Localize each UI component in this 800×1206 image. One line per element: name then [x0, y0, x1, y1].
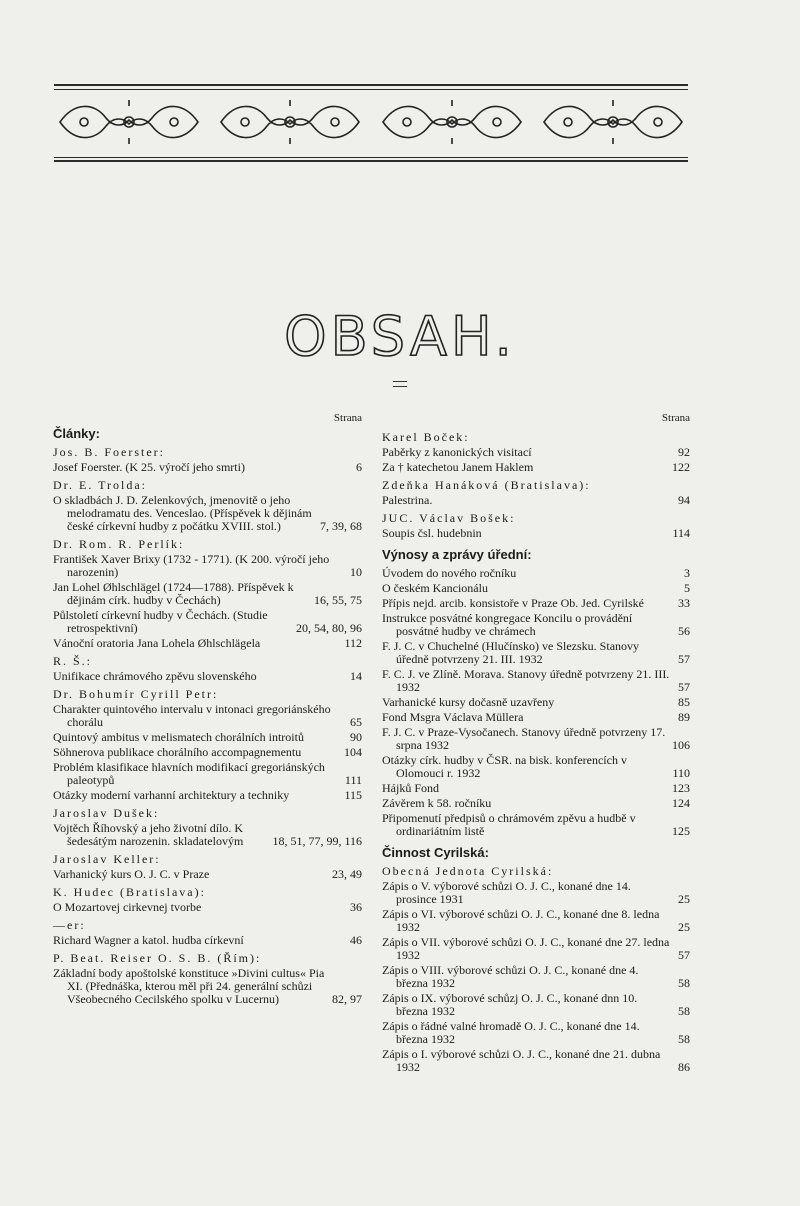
entry-pages: 123 — [672, 781, 690, 795]
toc-entry — [382, 696, 690, 709]
author-name: Dr. Bohumír Cyrill Petr: — [53, 687, 219, 701]
entry-title: Varhanický kurs O. J. C. v Praze — [53, 867, 210, 881]
toc-entry — [382, 880, 690, 906]
entry-title: Unifikace chrámového zpěvu slovenského — [53, 669, 257, 683]
entry-pages: 23, 49 — [332, 867, 362, 881]
entry-title: Zápis o IX. výborové schůzj O. J. C., konané dnn 10. března 1932 — [382, 991, 638, 1018]
entry-title: O českém Kancionálu — [382, 581, 488, 595]
toc-entry — [53, 731, 362, 744]
toc-entry — [382, 461, 690, 474]
entry-title: Instrukce posvátné kongregace Koncilu o provádění posvátné hudby ve chrámech — [382, 611, 633, 638]
toc-entry — [382, 797, 690, 810]
entry-pages: 57 — [678, 680, 690, 694]
toc-entry — [382, 597, 690, 610]
author-name: K. Hudec (Bratislava): — [53, 885, 206, 899]
entry-title: Quintový ambitus v melismatech chorálních introitů — [53, 730, 304, 744]
toc-entry — [382, 494, 690, 507]
entry-title: Zápis o VI. výborové schůzi O. J. C., konané dne 8. ledna 1932 — [382, 907, 660, 934]
entry-pages: 125 — [672, 824, 690, 838]
entry-title: Varhanické kursy dočasně uzavřeny — [382, 695, 555, 709]
entry-title: Fond Msgra Václava Müllera — [382, 710, 524, 724]
toc-entry — [382, 726, 690, 752]
toc-entry — [382, 754, 690, 780]
author-name: Jaroslav Keller: — [53, 852, 161, 866]
entry-pages: 58 — [678, 976, 690, 990]
toc-entry — [53, 901, 362, 914]
author-name: Dr. Rom. R. Perlík: — [53, 537, 185, 551]
entry-pages: 106 — [672, 738, 690, 752]
toc-entry — [382, 782, 690, 795]
entry-pages: 3 — [684, 566, 690, 580]
entry-title: Zápis o VII. výborové schůzi O. J. C., konané dne 27. ledna 1932 — [382, 935, 670, 962]
entry-title: F. C. J. ve Zlíně. Morava. Stanovy úředně potvrzeny 21. III. 1932 — [382, 667, 670, 694]
toc-entry — [53, 494, 362, 533]
toc-entry — [382, 1020, 690, 1046]
left-column — [53, 412, 362, 1008]
entry-pages: 57 — [678, 948, 690, 962]
entry-pages: 90 — [350, 730, 362, 744]
entry-title: Soupis čsl. hudebnin — [382, 526, 482, 540]
author-name: JUC. Václav Bošek: — [382, 511, 516, 525]
top-rule-thin — [54, 89, 688, 90]
entry-title: Úvodem do nového ročníku — [382, 566, 517, 580]
toc-entry — [53, 553, 362, 579]
entry-title: Zápis o VIII. výborové schůzi O. J. C., konané dne 4. března 1932 — [382, 963, 639, 990]
strana-label: Strana — [333, 412, 362, 424]
toc-entry — [382, 612, 690, 638]
entry-pages: 65 — [350, 715, 362, 729]
top-rule — [54, 84, 688, 86]
entry-title: Otázky círk. hudby v ČSR. na bisk. konferencích v Olomouci r. 1932 — [382, 753, 627, 780]
entry-pages: 110 — [672, 766, 690, 780]
bottom-rule-thick — [54, 160, 688, 162]
entry-pages: 56 — [678, 624, 690, 638]
author-name: Zdeňka Hanáková (Bratislava): — [382, 478, 591, 492]
entry-pages: 122 — [672, 460, 690, 474]
toc-entry — [53, 868, 362, 881]
toc-entry — [382, 668, 690, 694]
author-name: —er: — [53, 918, 86, 932]
entry-pages: 36 — [350, 900, 362, 914]
title-dash — [393, 381, 407, 387]
entry-title: Přípis nejd. arcib. konsistoře v Praze Ob. Jed. Cyrilské — [382, 596, 644, 610]
entry-pages: 14 — [350, 669, 362, 683]
subsection-heading: Obecná Jednota Cyrilská: — [382, 864, 554, 878]
author-name: Karel Boček: — [382, 430, 470, 444]
entry-title: František Xaver Brixy (1732 - 1771). (K 200. výročí jeho narozenin) — [53, 552, 330, 579]
entry-title: F. J. C. v Praze-Vysočanech. Stanovy úředně potvrzeny 17. srpna 1932 — [382, 725, 666, 752]
entry-title: Vojtěch Říhovský a jeho životní dílo. K šedesátým narozenin. skladatelovým — [53, 821, 244, 848]
entry-title: Problém klasifikace hlavních modifikací gregoriánských paleotypů — [53, 760, 325, 787]
entry-title: Zápis o V. výborové schůzi O. J. C., konané dne 14. prosince 1931 — [382, 879, 631, 906]
page-title: OBSAH. — [284, 305, 516, 368]
toc-entry — [382, 446, 690, 459]
entry-pages: 6 — [356, 460, 362, 474]
entry-pages: 5 — [684, 581, 690, 595]
floral-ornament — [54, 96, 204, 148]
toc-entry — [53, 761, 362, 787]
bottom-rule — [54, 157, 688, 158]
entry-pages: 20, 54, 80, 96 — [296, 621, 362, 635]
right-column — [382, 412, 690, 1076]
entry-pages: 10 — [350, 565, 362, 579]
entry-pages: 58 — [678, 1032, 690, 1046]
toc-entry — [53, 822, 362, 848]
entry-pages: 92 — [678, 445, 690, 459]
toc-entry — [382, 908, 690, 934]
floral-ornament — [377, 96, 527, 148]
strana-label: Strana — [661, 412, 690, 424]
entry-title: F. J. C. v Chuchelné (Hlučínsko) ve Slezsku. Stanovy úředně potvrzeny 21. III. 1932 — [382, 639, 640, 666]
entry-pages: 89 — [678, 710, 690, 724]
entry-title: Hájků Fond — [382, 781, 439, 795]
author-name: P. Beat. Reiser O. S. B. (Řím): — [53, 951, 262, 965]
entry-title: Josef Foerster. (K 25. výročí jeho smrti) — [53, 460, 245, 474]
entry-pages: 25 — [678, 892, 690, 906]
toc-entry — [53, 670, 362, 683]
entry-pages: 112 — [344, 636, 362, 650]
section-heading: Články: — [53, 426, 100, 441]
entry-pages: 16, 55, 75 — [314, 593, 362, 607]
toc-entry — [382, 582, 690, 595]
toc-entry — [53, 609, 362, 635]
toc-entry — [382, 964, 690, 990]
toc-entry — [53, 703, 362, 729]
entry-pages: 115 — [344, 788, 362, 802]
entry-pages: 33 — [678, 596, 690, 610]
entry-title: Richard Wagner a katol. hudba církevní — [53, 933, 244, 947]
entry-title: Palestrina. — [382, 493, 433, 507]
ornament-band — [54, 96, 688, 148]
entry-pages: 86 — [678, 1060, 690, 1074]
toc-entry — [53, 637, 362, 650]
entry-pages: 7, 39, 68 — [320, 519, 362, 533]
entry-pages: 25 — [678, 920, 690, 934]
entry-pages: 111 — [344, 773, 362, 787]
floral-ornament — [538, 96, 688, 148]
entry-title: Základní body apoštolské konstituce »Divini cultus« Pia XI. (Přednáška, kterou měl při 24. generální schůzi Všeobecného Cecilského spolku v Lucernu) — [53, 966, 325, 1006]
entry-title: Vánoční oratoria Jana Lohela Øhlschlägela — [53, 636, 261, 650]
entry-title: Paběrky z kanonických visitací — [382, 445, 532, 459]
toc-entry — [53, 581, 362, 607]
entry-pages: 114 — [672, 526, 690, 540]
entry-pages: 58 — [678, 1004, 690, 1018]
author-name: Jaroslav Dušek: — [53, 806, 160, 820]
entry-title: O skladbách J. D. Zelenkových, jmenovitě o jeho melodramatu des. Venceslao. (Příspěvek k dějinám české církevní hudby z počátku XVIII. stol.) — [53, 493, 312, 533]
entry-title: Otázky moderní varhanní architektury a techniky — [53, 788, 290, 802]
toc-entry — [382, 640, 690, 666]
toc-entry — [382, 936, 690, 962]
toc-entry — [53, 461, 362, 474]
entry-pages: 94 — [678, 493, 690, 507]
entry-pages: 46 — [350, 933, 362, 947]
entry-title: Zápis o řádné valné hromadě O. J. C., konané dne 14. března 1932 — [382, 1019, 640, 1046]
entry-title: Připomenutí předpisů o chrámovém zpěvu a hudbě v ordinariátním listě — [382, 811, 636, 838]
toc-entry — [382, 527, 690, 540]
entry-title: Jan Lohel Øhlschlägel (1724—1788). Příspěvek k dějinám círk. hudby v Čechách) — [53, 580, 294, 607]
toc-entry — [382, 1048, 690, 1074]
entry-pages: 82, 97 — [332, 992, 362, 1006]
toc-entry — [53, 789, 362, 802]
entry-pages: 18, 51, 77, 99, 116 — [272, 834, 362, 848]
entry-pages: 85 — [678, 695, 690, 709]
toc-entry — [382, 711, 690, 724]
floral-ornament — [215, 96, 365, 148]
section-heading: Činnost Cyrilská: — [382, 845, 489, 860]
author-name: Dr. E. Trolda: — [53, 478, 148, 492]
entry-title: Závěrem k 58. ročníku — [382, 796, 492, 810]
entry-title: Za † katechetou Janem Haklem — [382, 460, 534, 474]
entry-title: Charakter quintového intervalu v intonaci gregoriánského chorálu — [53, 702, 331, 729]
author-name: Jos. B. Foerster: — [53, 445, 165, 459]
toc-entry — [382, 812, 690, 838]
section-heading: Výnosy a zprávy úřední: — [382, 547, 532, 562]
toc-entry — [53, 746, 362, 759]
entry-pages: 57 — [678, 652, 690, 666]
toc-entry — [53, 934, 362, 947]
toc-entry — [382, 992, 690, 1018]
entry-title: Zápis o I. výborové schůzi O. J. C., konané dne 21. dubna 1932 — [382, 1047, 661, 1074]
entry-pages: 124 — [672, 796, 690, 810]
entry-title: Půlstoletí církevní hudby v Čechách. (Studie retrospektivní) — [53, 608, 268, 635]
entry-title: O Mozartovej cirkevnej tvorbe — [53, 900, 202, 914]
entry-title: Söhnerova publikace chorálního accompagnementu — [53, 745, 302, 759]
toc-entry — [53, 967, 362, 1006]
author-name: R. Š.: — [53, 654, 93, 668]
toc-entry — [382, 567, 690, 580]
entry-pages: 104 — [344, 745, 362, 759]
